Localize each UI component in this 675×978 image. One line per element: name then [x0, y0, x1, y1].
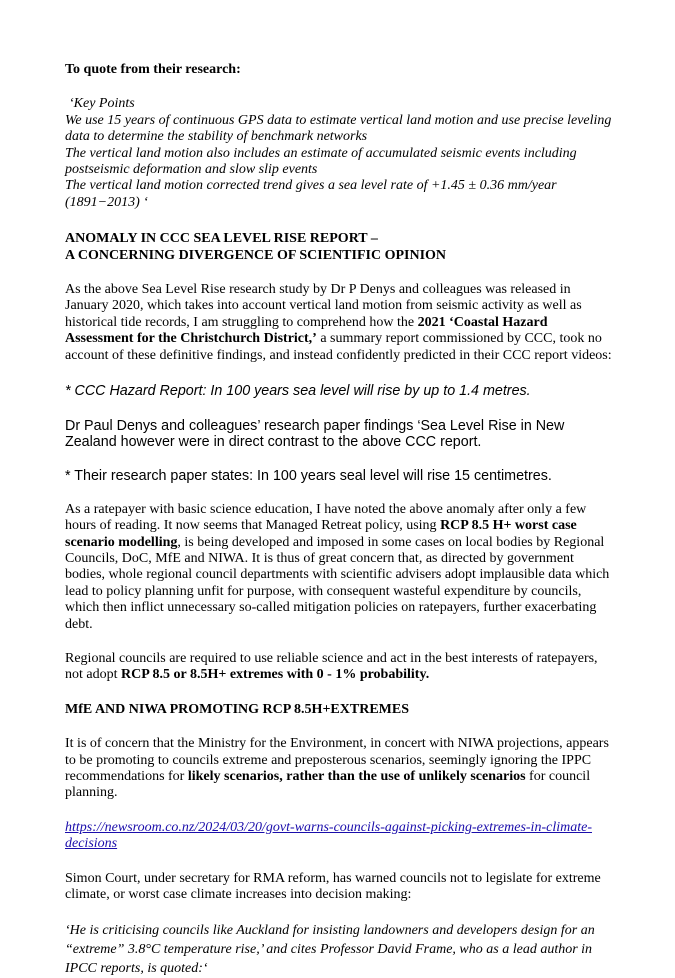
- anomaly-heading-line-1: ANOMALY IN CCC SEA LEVEL RISE REPORT –: [65, 231, 378, 247]
- research-quote-block: [65, 96, 613, 211]
- denys-findings: Dr Paul Denys and colleagues’ research paper findings ‘Sea Level Rise in New Zealand however were in direct contrast to the above CCC report.: [65, 417, 565, 450]
- quote-title: ‘Key Points: [69, 96, 135, 112]
- ccc-claim: * CCC Hazard Report: In 100 years sea level will rise by up to 1.4 metres.: [65, 383, 531, 400]
- quote-line-vlm: The vertical land motion also includes an estimate of accumulated seismic events including postseismic deformation and slow slip events: [65, 145, 577, 178]
- ccc-report-title: 2021 ‘Coastal Hazard Assessment for the Christchurch District,’: [65, 314, 548, 347]
- paragraph-ccc-assessment: As the above Sea Level Rise research study by Dr P Denys and colleagues was released in January 2020, which takes into account vertical land motion from seismic activity as well as historical tide records, I am struggling to comprehend how the 2021 ‘Coastal Hazard Assessment for the Christchurch District,’ a summary report commissioned by CCC, took no account of these definitive findings, and instead confidently predicted in their CCC report videos:: [65, 282, 612, 363]
- quote-line-gps: We use 15 years of continuous GPS data to estimate vertical land motion and use precise leveling data to determine the stability of benchmark networks: [65, 112, 612, 145]
- likely-scenarios-term: likely scenarios, rather than the use of unlikely scenarios: [187, 769, 526, 784]
- paragraph-mfe-niwa: It is of concern that the Ministry for the Environment, in concert with NIWA projections, appears to be promoting to councils extreme and preposterous scenarios, seemingly ignoring the IPPC recommendations for likely scenarios, rather than the use of unlikely scenarios for council planning.: [65, 736, 609, 801]
- anomaly-heading-line-2: A CONCERNING DIVERGENCE OF SCIENTIFIC OPINION: [65, 247, 447, 263]
- mfe-niwa-heading: MfE AND NIWA PROMOTING RCP 8.5H+EXTREMES: [65, 701, 409, 717]
- paragraph-regional-councils: Regional councils are required to use reliable science and act in the best interests of ratepayers, not adopt RCP 8.5 or 8.5H+ extremes with 0 - 1% probability.: [65, 650, 598, 683]
- rcp-extremes-term: RCP 8.5 or 8.5H+ extremes with 0 - 1% probability.: [121, 667, 430, 683]
- final-quote: ‘He is criticising councils like Auckland for insisting landowners and developers design for an “extreme” 3.8°C temperature rise,’ and cites Professor David Frame, who as a lead author in IPCC reports, is quoted:‘: [65, 923, 595, 977]
- paragraph-managed-retreat: As a ratepayer with basic science education, I have noted the above anomaly after only a few hours of reading. It now seems that Managed Retreat policy, using RCP 8.5 H+ worst case scenario modelling, is being developed and imposed in some cases on local bodies by Regional Councils, DoC, MfE and NIWA. It is thus of great concern that, as directed by government bodies, whole regional council departments with scientific advisers adopt implausible data which lead to policy planning unfit for purpose, with consequent wasteful expenditure by councils, which then inflict unnecessary so-called mitigation policies on ratepayers, further exacerbating debt.: [65, 501, 610, 632]
- quote-intro-heading: To quote from their research:: [65, 62, 241, 77]
- anomaly-heading: [65, 231, 613, 264]
- rcp-worst-case-term: RCP 8.5 H+ worst case scenario modelling: [65, 518, 577, 550]
- paragraph-simon-court: Simon Court, under secretary for RMA reform, has warned councils not to legislate for extreme climate, or worst case climate increases into decision making:: [65, 870, 601, 903]
- quote-line-trend: The vertical land motion corrected trend gives a sea level rate of +1.45 ± 0.36 mm/year (1891−2013) ‘: [65, 178, 557, 210]
- document-page: [65, 62, 613, 978]
- newsroom-article-link[interactable]: https://newsroom.co.nz/2024/03/20/govt-warns-councils-against-picking-extremes-in-climate-decisions: [65, 819, 592, 852]
- newsroom-link-paragraph: [65, 820, 613, 853]
- research-claim: * Their research paper states: In 100 years seal level will rise 15 centimetres.: [65, 468, 552, 485]
